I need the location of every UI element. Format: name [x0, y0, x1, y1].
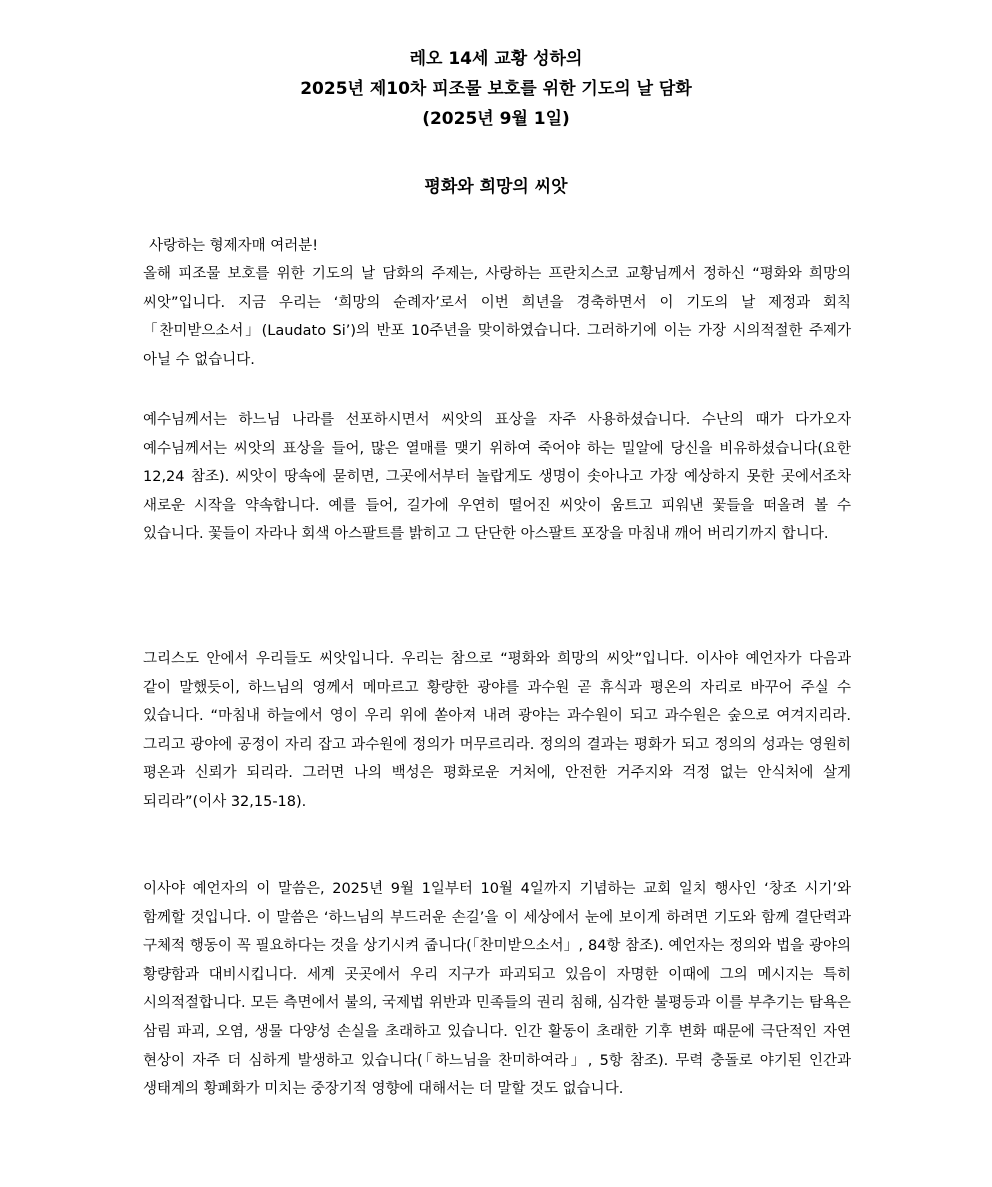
paragraph-4: [143, 875, 851, 1104]
paragraph-1: [143, 260, 851, 374]
paragraph-text: 그리스도 안에서 우리들도 씨앗입니다. 우리는 참으로 “평화와 희망의 씨앗”입니다. 이사야 예언자가 다음과 같이 말했듯이, 하느님의 영께서 메마르고 황량한 광야를 과수원 곧 휴식과 평온의 자리로 바꾸어 주실 수 있습니다. “마침내 하늘에서 영이 우리 위에 쏟아져 내려 광야는 과수원이 되고 과수원은 숲으로 여겨지리라. 그리고 광야에 공정이 자리 잡고 과수원에 정의가 머무르리라. 정의의 결과는 평화가 되고 정의의 성과는 영원히 평온과 신뢰가 되리라. 그러면 나의 백성은 평화로운 거처에, 안전한 거주지와 걱정 없는 안식처에 살게 되리라”(이사 32,15-18).: [143, 651, 851, 810]
paragraph-3: [143, 645, 851, 817]
paragraph-text: 올해 피조물 보호를 위한 기도의 날 담화의 주제는, 사랑하는 프란치스코 교황님께서 정하신 “평화와 희망의 씨앗”입니다. 지금 우리는 ‘희망의 순례자’로서 이번 희년을 경축하면서 이 기도의 날 제정과 회칙「찬미받으소서」(Laudato Si’)의 반포 10주년을 맞이하였습니다. 그러하기에 이는 가장 시의적절한 주제가 아닐 수 없습니다.: [143, 266, 851, 368]
document-header: [0, 44, 992, 134]
paragraph-text: 이사야 예언자의 이 말씀은, 2025년 9월 1일부터 10월 4일까지 기념하는 교회 일치 행사인 ‘창조 시기’와 함께할 것입니다. 이 말씀은 ‘하느님의 부드러운 손길’을 이 세상에서 눈에 보이게 하려면 기도와 함께 결단력과 구체적 행동이 꼭 필요하다는 것을 상기시켜 줍니다(「찬미받으소서」, 84항 참조). 예언자는 정의와 법을 광야의 황량함과 대비시킵니다. 세계 곳곳에서 우리 지구가 파괴되고 있음이 자명한 이때에 그의 메시지는 특히 시의적절합니다. 모든 측면에서 불의, 국제법 위반과 민족들의 권리 침해, 심각한 불평등과 이를 부추기는 탐욕은 삼림 파괴, 오염, 생물 다양성 손실을 초래하고 있습니다. 인간 활동이 초래한 기후 변화 때문에 극단적인 자연 현상이 자주 더 심하게 발생하고 있습니다(「하느님을 찬미하여라」, 5항 참조). 무력 충돌로 야기된 인간과 생태계의 황폐화가 미치는 중장기적 영향에 대해서는 더 말할 것도 없습니다.: [143, 881, 851, 1098]
paragraph-2: [143, 406, 851, 549]
header-title-line-2: 2025년 제10차 피조물 보호를 위한 기도의 날 담화: [300, 79, 692, 99]
header-title-line-1: 레오 14세 교황 성하의: [409, 49, 583, 69]
greeting: [143, 232, 851, 261]
paragraph-text: 예수님께서는 하느님 나라를 선포하시면서 씨앗의 표상을 자주 사용하셨습니다. 수난의 때가 다가오자 예수님께서는 씨앗의 표상을 들어, 많은 열매를 맺기 위하여 죽어야 하는 밀알에 당신을 비유하셨습니다(요한 12,24 참조). 씨앗이 땅속에 묻히면, 그곳에서부터 놀랍게도 생명이 솟아나고 가장 예상하지 못한 곳에서조차 새로운 시작을 약속합니다. 예를 들어, 길가에 우연히 떨어진 씨앗이 움트고 피워낸 꽃들을 떠올려 볼 수 있습니다. 꽃들이 자라나 회색 아스팔트를 밝히고 그 단단한 아스팔트 포장을 마침내 깨어 버리기까지 합니다.: [143, 412, 851, 543]
document-subtitle: 평화와 희망의 씨앗: [424, 177, 568, 197]
greeting-text: 사랑하는 형제자매 여러분!: [149, 238, 319, 254]
header-date-line: (2025년 9월 1일): [422, 109, 570, 129]
